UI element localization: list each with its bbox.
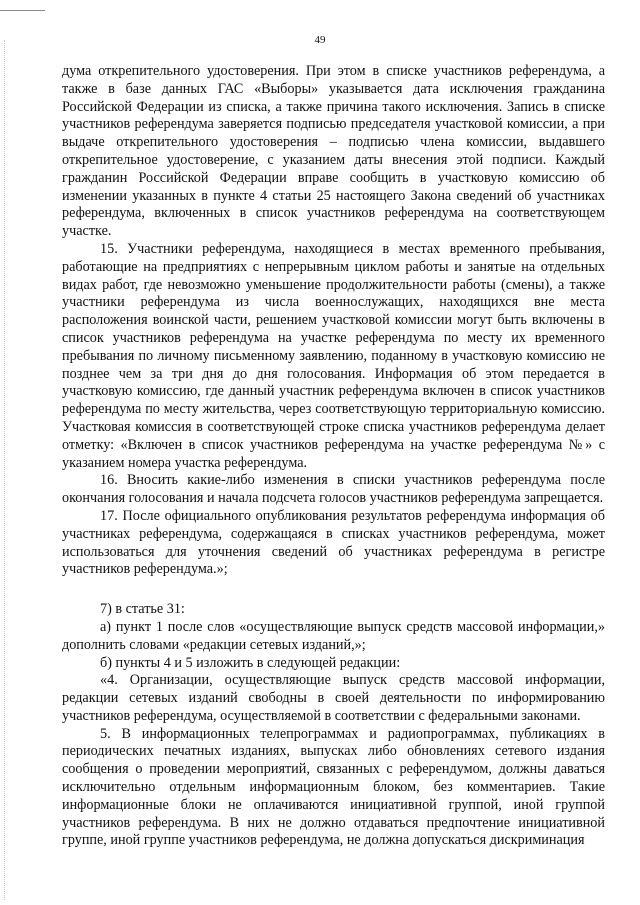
paragraph-subitem-a: а) пункт 1 после слов «осуществляющие выпуск средств массовой информации,» дополнить словами «редакции сетевых изданий,»;	[62, 618, 605, 653]
paragraph-item-16: 16. Вносить какие-либо изменения в списки участников референдума после окончания голосования и начала подсчета голосов участников референдума запрещается.	[62, 472, 605, 507]
paragraph-item-17: 17. После официального опубликования результатов референдума информация об участниках референдума, содержащаяся в списках участников референдума, может использоваться для уточнения сведений об участниках референдума в регистре участников референдума.»;	[62, 507, 605, 578]
paragraph-article-31: 7) в статье 31:	[100, 601, 185, 618]
paragraph-clause-4: «4. Организации, осуществляющие выпуск средств массовой информации, редакции сетевых изданий свободны в своей деятельности по информированию участников референдума, осуществляемой в соответствии с федеральными законами.	[62, 672, 605, 724]
paragraph-subitem-b: б) пункты 4 и 5 изложить в следующей редакции:	[100, 654, 401, 671]
paragraph-clause-5: 5. В информационных телепрограммах и радиопрограммах, публикациях в периодических печатных изданиях, выпусках либо обновлениях сетевого издания сообщения о проведении мероприятий, связанных с референдумом, должны даваться исключительно отдельным информационным блоком, без комментариев. Такие информационные блоки не оплачиваются инициативной группой, иной группой участников референдума. В них не должно отдаваться предпочтение инициативной группе, иной группе участников референдума, не должна допускаться дискриминация	[62, 725, 605, 849]
paragraph-gap	[62, 579, 605, 601]
paragraph-item-15: 15. Участники референдума, находящиеся в местах временного пребывания, работающие на предприятиях с непрерывным циклом работы и занятые на отдельных видах работ, где невозможно уменьшение продолжительности работы (смены), а также участники референдума из числа военнослужащих, находящихся вне места расположения воинской части, решением участковой комиссии могут быть включены в список участников референдума на участке референдума по месту их временного пребывания по личному письменному заявлению, поданному в участковую комиссию не позднее чем за три дня до дня голосования. Информация об этом передается в участковую комиссию, где данный участник референдума включен в список участников референдума по месту жительства, через соответствующую территориальную комиссию. Участковая комиссия в соответствующей строке списка участников референдума делает отметку: «Включен в список участников референдума на участке референдума №» с указанием номера участка референдума.	[62, 240, 605, 471]
page-number: 49	[314, 34, 326, 46]
paragraph-continuation: дума открепительного удостоверения. При этом в списке участников референдума, а также в базе данных ГАС «Выборы» указывается дата исключения гражданина Российской Федерации из списка, а также причина такого исключения. Запись в списке участников референдума заверяется подписью председателя участковой комиссии, а при выдаче открепительного удостоверения – подписью члена комиссии, выдавшего открепительное удостоверение, с указанием даты внесения этой подписи. Каждый гражданин Российской Федерации вправе сообщить в участковую комиссию об изменении указанных в пункте 4 статьи 25 настоящего Закона сведений об участниках референдума, включенных в список участников референдума на соответствующем участке.	[62, 63, 605, 240]
document-body	[62, 63, 605, 850]
scan-edge-dots	[4, 40, 5, 900]
scan-corner-mark	[0, 0, 45, 11]
